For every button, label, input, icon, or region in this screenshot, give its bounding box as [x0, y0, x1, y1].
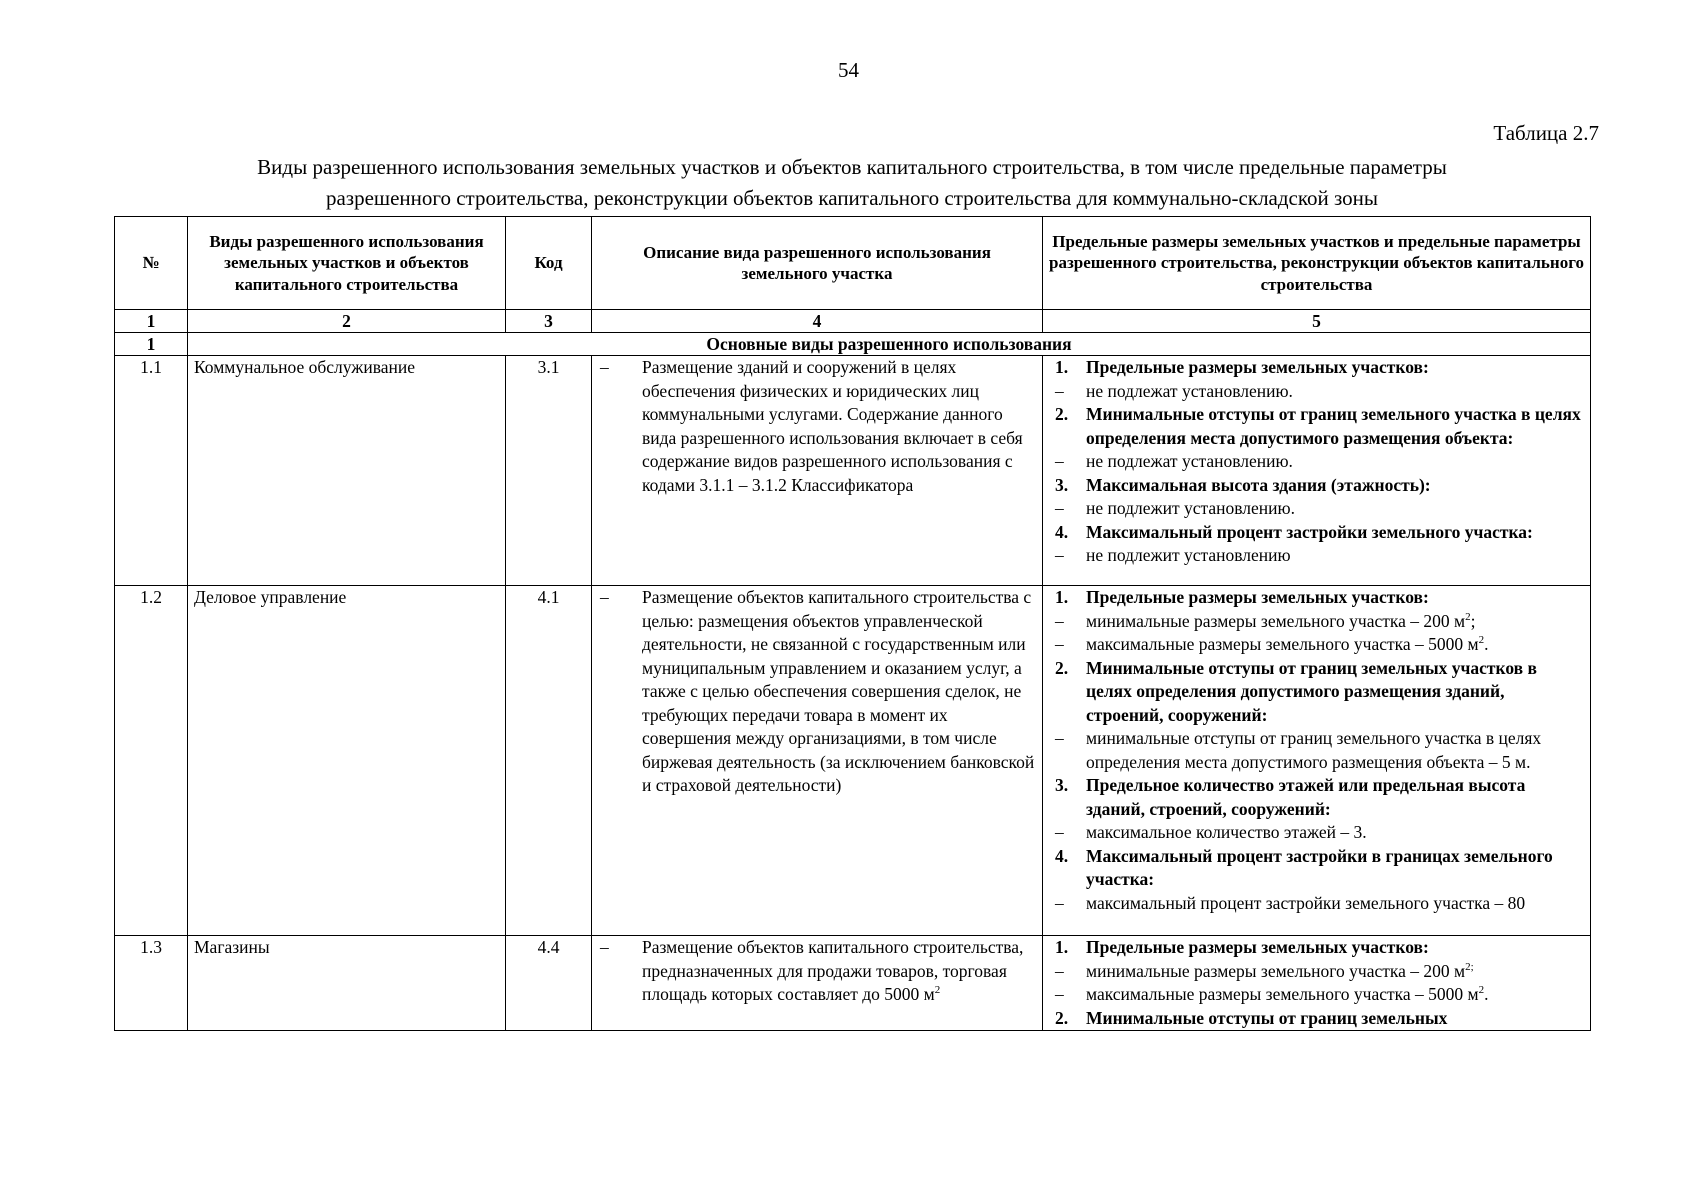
- parameter-heading: [1049, 474, 1584, 498]
- parameter-value: [1049, 892, 1584, 916]
- item-text-main: Размещение объектов капитального строительства, предназначенных для продажи товаров, торговая площадь которых составляет до 5000 м: [642, 937, 1024, 1004]
- table-row: [115, 586, 1591, 936]
- section-title: Основные виды разрешенного использования: [188, 333, 1591, 356]
- parameter-text: [1086, 936, 1584, 960]
- parameter-text: [1086, 610, 1584, 634]
- section-row: [115, 333, 1591, 356]
- parameter-value: [1049, 610, 1584, 634]
- superscript: 2: [1478, 984, 1485, 997]
- dash-marker: –: [1055, 610, 1064, 631]
- parameter-value: [1049, 960, 1584, 984]
- parameter-value: [1049, 450, 1584, 474]
- parameter-text: [1086, 1007, 1584, 1031]
- parameter-value: [1049, 821, 1584, 845]
- dash-marker: –: [600, 357, 609, 377]
- item-text-main: Предельные размеры земельных участков:: [1086, 937, 1429, 957]
- dash-marker: –: [1055, 545, 1064, 565]
- page-number: 54: [838, 58, 859, 82]
- item-text-main: Предельные размеры земельных участков:: [1086, 357, 1429, 377]
- item-text-main: максимальные размеры земельного участка – 5000 м: [1086, 634, 1479, 654]
- item-text-main: максимальный процент застройки земельного участка – 80: [1086, 892, 1526, 913]
- parameter-text: [1086, 633, 1584, 657]
- list-number: 3.: [1055, 775, 1069, 795]
- item-text-main: минимальные размеры земельного участка – 200 м: [1086, 960, 1466, 981]
- header-number: №: [115, 217, 188, 310]
- parameter-text: [1086, 960, 1584, 984]
- title-line-2: разрешенного строительства, реконструкции объектов капитального строительства для коммунально-складской зоны: [325, 186, 1379, 210]
- item-text-main: Размещение объектов капитального строительства с целью: размещения объектов управленческой деятельности, не связанной с государственным или муниципальным управлением и оказанием услуг, а также с целью обеспечения совершения сделок, не требующих передачи товара в момент их совершения между организациями, в том числе биржевая деятельность (за исключением банковской и страховой деятельности): [642, 587, 1035, 795]
- row-number: 1.2: [115, 586, 188, 936]
- item-text-main: минимальные отступы от границ земельного участка в целях определения места допустимого размещения объекта – 5 м.: [1086, 728, 1542, 772]
- parameter-text: [1086, 544, 1584, 568]
- row-code: 4.4: [506, 936, 592, 1031]
- row-number: 1.3: [115, 936, 188, 1031]
- item-text-main: Минимальные отступы от границ земельных участков в целях определения допустимого размещения зданий, строений, сооружений:: [1086, 657, 1537, 725]
- row-number: 1.1: [115, 356, 188, 586]
- parameter-text: [1086, 892, 1584, 916]
- item-text-main: Минимальные отступы от границ земельного участка в целях определения места допустимого размещения объекта:: [1086, 404, 1581, 448]
- dash-marker: –: [1055, 634, 1064, 654]
- parameter-value: [1049, 983, 1584, 1007]
- permitted-use-table: [114, 216, 1591, 1031]
- item-text-main: не подлежат установлению.: [1086, 380, 1293, 401]
- parameter-value: [1049, 727, 1584, 774]
- row-parameters: [1043, 586, 1591, 936]
- column-number: 4: [592, 310, 1043, 333]
- superscript: 2: [1465, 610, 1471, 623]
- description-item: [598, 356, 1036, 497]
- parameter-heading: [1049, 403, 1584, 450]
- description-text: [642, 356, 1036, 497]
- row-parameters: [1043, 356, 1591, 586]
- table-caption: Таблица 2.7: [1493, 121, 1599, 145]
- item-text-main: минимальные размеры земельного участка – 200 м: [1086, 610, 1466, 631]
- list-number: 1.: [1055, 357, 1069, 377]
- superscript: 2: [934, 984, 941, 997]
- dash-marker: –: [600, 937, 609, 957]
- dash-marker: –: [1055, 380, 1064, 401]
- item-text-main: Максимальный процент застройки земельного участка:: [1086, 521, 1533, 542]
- parameter-value: [1049, 544, 1584, 568]
- description-text: [642, 936, 1036, 1007]
- parameter-heading: [1049, 845, 1584, 892]
- list-number: 4.: [1055, 845, 1069, 866]
- item-text-main: максимальное количество этажей – 3.: [1086, 822, 1367, 842]
- header-description: Описание вида разрешенного использования земельного участка: [592, 217, 1043, 310]
- parameter-text: [1086, 450, 1584, 474]
- parameter-text: [1086, 983, 1584, 1007]
- parameter-heading: [1049, 1007, 1584, 1031]
- parameter-heading: [1049, 936, 1584, 960]
- dash-marker: –: [1055, 728, 1064, 748]
- parameter-text: [1086, 774, 1584, 821]
- item-text-main: Предельные размеры земельных участков:: [1086, 587, 1429, 607]
- parameter-text: [1086, 497, 1584, 521]
- row-use-type: Магазины: [188, 936, 506, 1031]
- section-number: 1: [115, 333, 188, 356]
- parameter-heading: [1049, 774, 1584, 821]
- item-text-main: Минимальные отступы от границ земельных: [1086, 1007, 1448, 1028]
- parameter-heading: [1049, 521, 1584, 545]
- row-use-type: Деловое управление: [188, 586, 506, 936]
- parameter-value: [1049, 633, 1584, 657]
- parameter-text: [1086, 586, 1584, 610]
- document-title: [114, 152, 1590, 214]
- item-text-main: Максимальная высота здания (этажность):: [1086, 474, 1431, 495]
- dash-marker: –: [1055, 822, 1064, 842]
- parameter-text: [1086, 403, 1584, 450]
- dash-marker: –: [1055, 984, 1064, 1004]
- row-use-type: Коммунальное обслуживание: [188, 356, 506, 586]
- column-number: 1: [115, 310, 188, 333]
- table-header-row: [115, 217, 1591, 310]
- dash-marker: –: [1055, 892, 1064, 913]
- parameter-heading: [1049, 356, 1584, 380]
- item-text-tail: .: [1484, 984, 1489, 1004]
- parameter-text: [1086, 845, 1584, 892]
- parameter-heading: [1049, 657, 1584, 728]
- parameter-text: [1086, 474, 1584, 498]
- row-description: [592, 936, 1043, 1031]
- parameter-text: [1086, 821, 1584, 845]
- superscript: 2: [1478, 634, 1485, 647]
- dash-marker: –: [1055, 960, 1064, 981]
- superscript: 2;: [1465, 960, 1474, 973]
- parameter-text: [1086, 521, 1584, 545]
- row-code: 3.1: [506, 356, 592, 586]
- parameter-text: [1086, 657, 1584, 728]
- item-text-main: Размещение зданий и сооружений в целях обеспечения физических и юридических лиц коммунальными услугами. Содержание данного вида разрешенного использования включает в себя содержание видов разрешенного использования с кодами 3.1.1 – 3.1.2 Классификатора: [642, 357, 1023, 495]
- item-text-main: не подлежит установлению: [1086, 545, 1291, 565]
- parameter-text: [1086, 727, 1584, 774]
- header-use-type: Виды разрешенного использования земельных участков и объектов капитального строительства: [188, 217, 506, 310]
- item-text-main: не подлежат установлению.: [1086, 451, 1293, 471]
- row-code: 4.1: [506, 586, 592, 936]
- parameter-heading: [1049, 586, 1584, 610]
- list-number: 2.: [1055, 404, 1069, 424]
- list-number: 4.: [1055, 521, 1069, 542]
- description-item: [598, 586, 1036, 798]
- list-number: 3.: [1055, 474, 1069, 495]
- description-text: [642, 586, 1036, 798]
- list-number: 1.: [1055, 587, 1069, 607]
- column-number: 2: [188, 310, 506, 333]
- dash-marker: –: [1055, 451, 1064, 471]
- row-parameters: [1043, 936, 1591, 1031]
- description-item: [598, 936, 1036, 1007]
- parameter-text: [1086, 356, 1584, 380]
- list-number: 1.: [1055, 937, 1069, 957]
- column-number: 3: [506, 310, 592, 333]
- header-parameters: Предельные размеры земельных участков и предельные параметры разрешенного строительства, реконструкции объектов капитального строительства: [1043, 217, 1591, 310]
- header-code: Код: [506, 217, 592, 310]
- list-number: 2.: [1055, 1007, 1069, 1028]
- parameter-text: [1086, 380, 1584, 404]
- dash-marker: –: [600, 587, 609, 607]
- table-row: [115, 936, 1591, 1031]
- item-text-main: максимальные размеры земельного участка – 5000 м: [1086, 984, 1479, 1004]
- item-text-main: не подлежит установлению.: [1086, 498, 1295, 518]
- parameter-value: [1049, 497, 1584, 521]
- item-text-main: Максимальный процент застройки в границах земельного участка:: [1086, 845, 1553, 889]
- list-number: 2.: [1055, 657, 1069, 678]
- title-line-1: Виды разрешенного использования земельных участков и объектов капитального строительства, в том числе предельные параметры: [257, 155, 1447, 179]
- item-text-main: Предельное количество этажей или предельная высота зданий, строений, сооружений:: [1086, 775, 1526, 819]
- column-number: 5: [1043, 310, 1591, 333]
- item-text-tail: ;: [1470, 610, 1476, 631]
- column-number-row: [115, 310, 1591, 333]
- table-row: [115, 356, 1591, 586]
- dash-marker: –: [1055, 498, 1064, 518]
- parameter-value: [1049, 380, 1584, 404]
- row-description: [592, 356, 1043, 586]
- item-text-tail: .: [1484, 634, 1489, 654]
- row-description: [592, 586, 1043, 936]
